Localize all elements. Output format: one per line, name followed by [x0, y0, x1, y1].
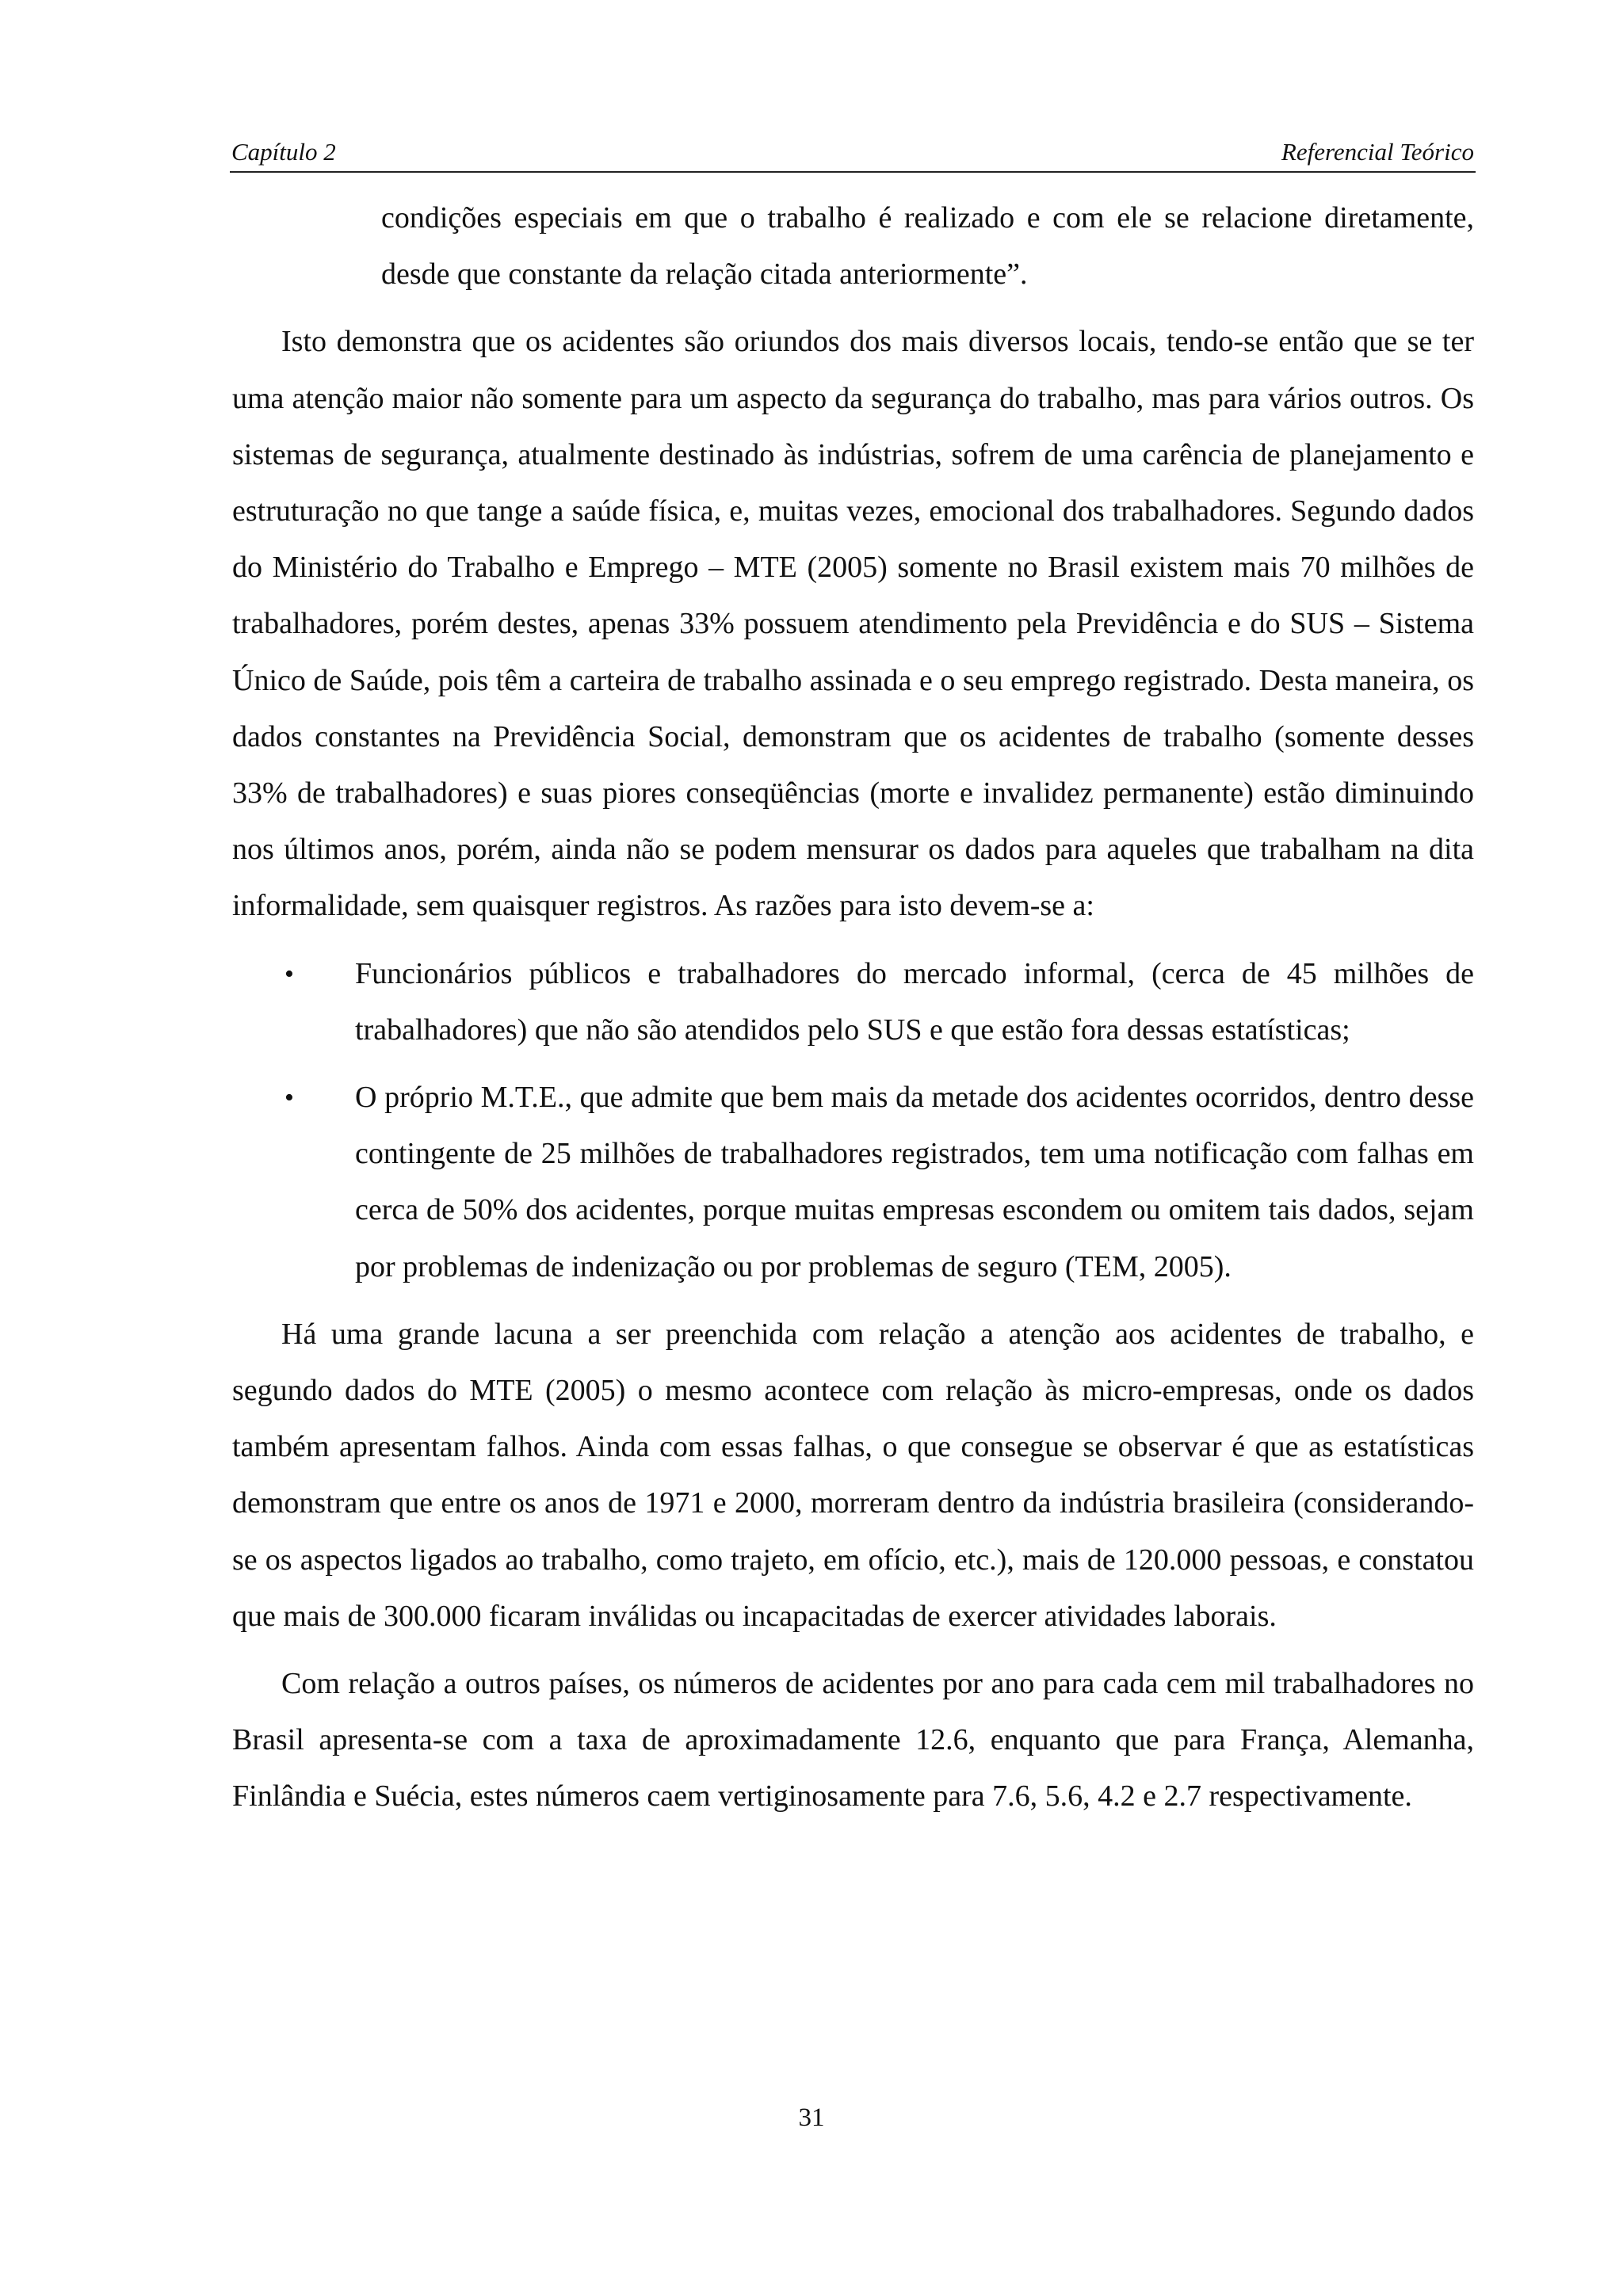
- bullet-item: [232, 946, 1474, 1058]
- bullet-list: [232, 946, 1474, 1295]
- quote-continuation: condições especiais em que o trabalho é realizado e com ele se relacione diretamente, desde que constante da relação citada anteriormente”.: [381, 201, 1474, 292]
- body-paragraph: Com relação a outros países, os números de acidentes por ano para cada cem mil trabalhadores no Brasil apresenta-se com a taxa de aproximadamente 12.6, enquanto que para França, Alemanha, Finlândia e Suécia, estes números caem vertiginosamente para 7.6, 5.6, 4.2 e 2.7 respectivamente.: [232, 1667, 1474, 1814]
- bullet-icon: •: [285, 959, 294, 989]
- body-paragraph: Há uma grande lacuna a ser preenchida com relação a atenção aos acidentes de trabalho, e segundo dados do MTE (2005) o mesmo acontece com relação às micro-empresas, onde os dados também apresentam falhos. Ainda com essas falhas, o que consegue se observar é que as estatísticas demonstram que entre os anos de 1971 e 2000, morreram dentro da indústria brasileira (considerando-se os aspectos ligados ao trabalho, como trajeto, em ofício, etc.), mais de 120.000 pessoas, e constatou que mais de 300.000 ficaram inválidas ou incapacitadas de exercer atividades laborais.: [232, 1317, 1474, 1633]
- body-paragraph: Isto demonstra que os acidentes são oriundos dos mais diversos locais, tendo-se então que se ter uma atenção maior não somente para um aspecto da segurança do trabalho, mas para vários outros. Os sistemas de segurança, atualmente destinado às indústrias, sofrem de uma carência de planejamento e estruturação no que tange a saúde física, e, muitas vezes, emocional dos trabalhadores. Segundo dados do Ministério do Trabalho e Emprego – MTE (2005) somente no Brasil existem mais 70 milhões de trabalhadores, porém destes, apenas 33% possuem atendimento pela Previdência e do SUS – Sistema Único de Saúde, pois têm a carteira de trabalho assinada e o seu emprego registrado. Desta maneira, os dados constantes na Previdência Social, demonstram que os acidentes de trabalho (somente desses 33% de trabalhadores) e suas piores conseqüências (morte e invalidez permanente) estão diminuindo nos últimos anos, porém, ainda não se podem mensurar os dados para aqueles que trabalham na dita informalidade, sem quaisquer registros. As razões para isto devem-se a:: [232, 325, 1474, 923]
- chapter-label: Capítulo 2: [231, 138, 336, 166]
- page-number: 31: [798, 2103, 825, 2132]
- section-title: Referencial Teórico: [1281, 138, 1474, 166]
- bullet-text: Funcionários públicos e trabalhadores do mercado informal, (cerca de 45 milhões de trabalhadores) que não são atendidos pelo SUS e que estão fora dessas estatísticas;: [355, 956, 1474, 1047]
- bullet-item: [232, 1070, 1474, 1295]
- page-body: [232, 190, 1474, 1836]
- bullet-text: O próprio M.T.E., que admite que bem mais da metade dos acidentes ocorridos, dentro desse contingente de 25 milhões de trabalhadores registrados, tem uma notificação com falhas em cerca de 50% dos acidentes, porque muitas empresas escondem ou omitem tais dados, sejam por problemas de indenização ou por problemas de seguro (TEM, 2005).: [355, 1081, 1474, 1283]
- bullet-icon: •: [285, 1083, 294, 1113]
- page-header: [230, 133, 1476, 173]
